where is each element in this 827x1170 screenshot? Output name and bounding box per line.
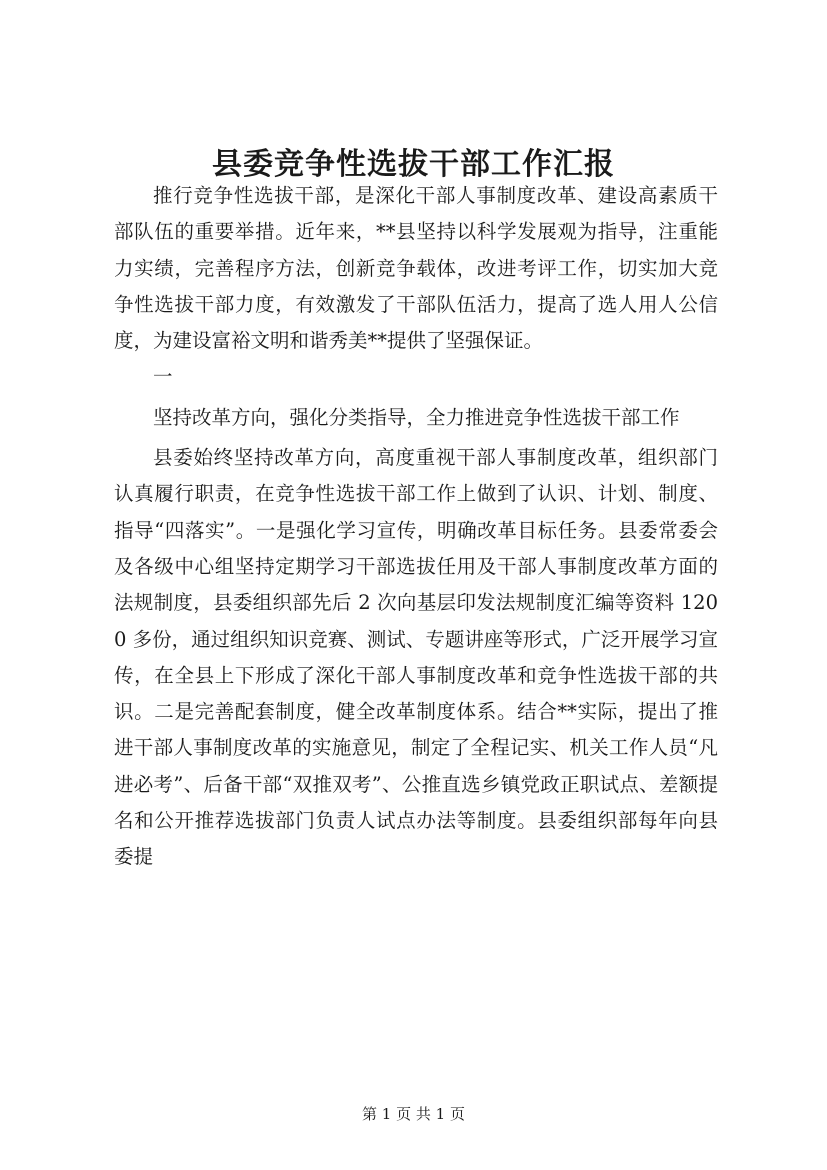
section-number: 一 bbox=[153, 365, 173, 389]
page-footer: 第 1 页 共 1 页 bbox=[362, 1105, 465, 1123]
intro-paragraph: 推行竞争性选拔干部，是深化干部人事制度改革、建设高素质干部队伍的重要举措。近年来，**县坚持以科学发展观为指导，注重能力实绩，完善程序方法，创新竞争载体，改进考评工作，切实加大竞争性选拔干部力度，有效激发了干部队伍活力，提高了选人用人公信度，为建设富裕文明和谐秀美**提供了坚强保证。 bbox=[114, 184, 718, 353]
document-body bbox=[114, 178, 718, 876]
section-heading: 坚持改革方向，强化分类指导，全力推进竞争性选拔干部工作 bbox=[153, 405, 680, 429]
section-body-paragraph: 县委始终坚持改革方向，高度重视干部人事制度改革，组织部门认真履行职责，在竞争性选拔干部工作上做到了认识、计划、制度、指导“四落实”。一是强化学习宣传，明确改革目标任务。县委常委会及各级中心组坚持定期学习干部选拔任用及干部人事制度改革方面的法规制度，县委组织部先后 2 次向基层印发法规制度汇编等资料 1200 多份，通过组织知识竞赛、测试、专题讲座等形式，广泛开展学习宣传，在全县上下形成了深化干部人事制度改革和竞争性选拔干部的共识。二是完善配套制度，健全改革制度体系。结合**实际，提出了推进干部人事制度改革的实施意见，制定了全程记实、机关工作人员“凡进必考”、后备干部“双推双考”、公推直选乡镇党政正职试点、差额提名和公开推荐选拔部门负责人试点办法等制度。县委组织部每年向县委提 bbox=[114, 446, 718, 869]
document-title: 县委竞争性选拔干部工作汇报 bbox=[212, 147, 615, 182]
